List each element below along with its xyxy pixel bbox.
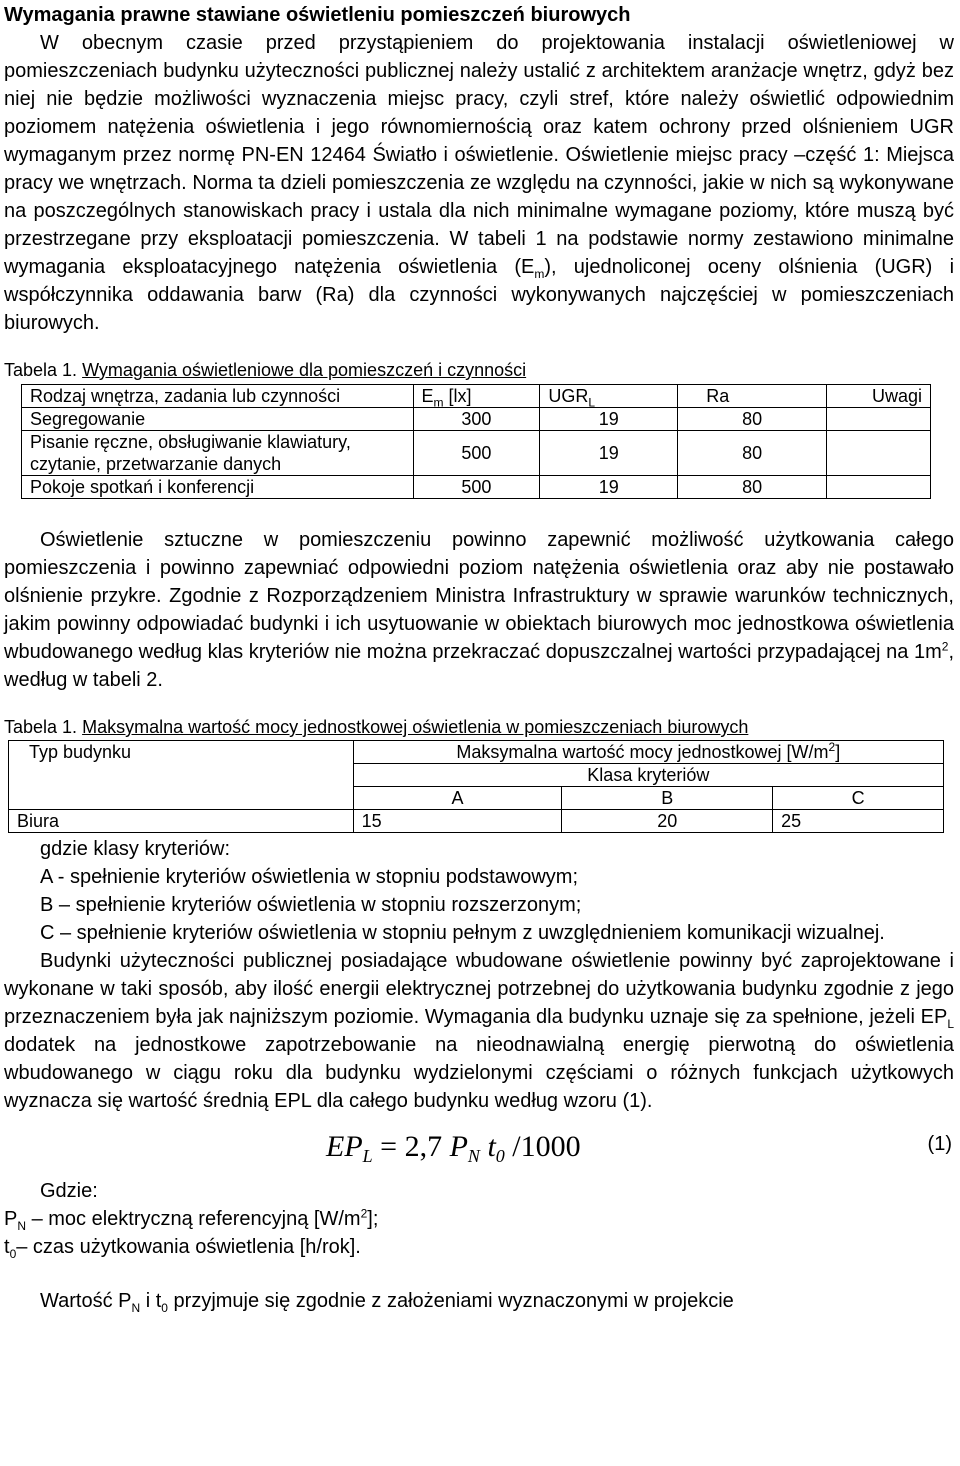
row-label: Biura	[9, 810, 354, 833]
energy-text-a: Budynki użyteczności publicznej posiadające wbudowane oświetlenie powinny być zaprojektowane i wykonane w taki sposób, aby ilość energii elektrycznej potrzebnej do użytkowania budynku zgodnie z jego przeznaczeniem była jak najniższym poziomie. Wymagania dla budynku uznaje się za spełnione, jeżeli EP	[4, 950, 954, 1028]
class-a-header: A	[353, 787, 562, 810]
table-row	[9, 810, 944, 833]
formula-t-sub: 0	[495, 1146, 505, 1166]
row-em: 500	[413, 476, 540, 499]
header-ra: Ra	[678, 385, 827, 408]
header-em-sub: m	[433, 395, 444, 410]
equation-number: (1)	[927, 1133, 952, 1155]
row-ra: 80	[678, 431, 827, 476]
criteria-list	[4, 835, 954, 947]
definition-pn	[4, 1205, 954, 1233]
energy-subscript: L	[947, 1017, 954, 1031]
value-class-c: 25	[773, 810, 944, 833]
t0-sub: 0	[9, 1247, 17, 1261]
power-limit-table	[8, 740, 944, 833]
lighting-paragraph	[4, 526, 954, 694]
table2-class-row	[9, 764, 944, 787]
lighting-text-b: , według w tabeli 2.	[4, 641, 954, 691]
table2-caption-prefix: Tabela 1.	[4, 717, 78, 737]
row-name: Segregowanie	[22, 408, 414, 431]
intro-text-b: ), ujednoliconej oceny olśnienia (UGR) i współczynnika oddawania barw (Ra) dla czynności wykonywanych najczęściej w pomieszczeniach biurowych.	[4, 256, 955, 334]
document-page	[4, 0, 954, 1315]
criteria-intro: gdzie klasy kryteriów:	[40, 838, 231, 860]
row-ugr: 19	[540, 476, 678, 499]
lighting-requirements-table	[21, 384, 931, 499]
empty-cell	[9, 764, 354, 787]
formula-divisor: /1000	[504, 1130, 581, 1163]
formula-ep-sub: L	[362, 1146, 373, 1166]
row-ugr: 19	[540, 431, 678, 476]
header-em-label: E	[421, 386, 434, 406]
table1-caption-text: Wymagania oświetleniowe dla pomieszczeń i czynności	[82, 360, 527, 380]
energy-text-b: dodatek na jednostkowe zapotrzebowanie na nieodnawialną energię pierwotną do oświetlenia wbudowanego w ciągu roku dla budynku wydzielonymi częściami o różnych funkcjach użytkowych wyznacza się wartość średnią EPL dla całego budynku według wzoru (1).	[4, 1034, 954, 1112]
t0-symbol: t	[4, 1236, 10, 1258]
formula-epl	[326, 1127, 581, 1176]
row-em: 300	[413, 408, 540, 431]
header-em	[413, 385, 540, 408]
row-name: Pokoje spotkań i konferencji	[22, 476, 414, 499]
closing-sub-1: N	[131, 1301, 141, 1315]
lighting-superscript: 2	[941, 639, 949, 654]
closing-sub-2: 0	[161, 1301, 168, 1315]
table2-class-letters-row	[9, 787, 944, 810]
row-ra: 80	[678, 476, 827, 499]
table1-header-row	[22, 385, 931, 408]
header-ugr-sub: L	[588, 395, 596, 410]
header-building-type: Typ budynku	[9, 741, 354, 764]
pn-text: – moc elektryczną referencyjną [W/m	[26, 1208, 361, 1230]
header-type: Rodzaj wnętrza, zadania lub czynności	[22, 385, 414, 408]
criteria-c: C – spełnienie kryteriów oświetlenia w stopniu pełnym z uwzględnieniem komunikacji wizualnej.	[40, 922, 885, 944]
row-notes	[827, 408, 931, 431]
header-max-power-sup: 2	[828, 740, 836, 754]
energy-paragraph	[4, 947, 954, 1115]
header-max-power-label: Maksymalna wartość mocy jednostkowej [W/m	[456, 742, 829, 762]
row-ugr: 19	[540, 408, 678, 431]
header-max-power	[353, 741, 943, 764]
header-em-unit: [lx]	[443, 386, 472, 406]
table1-caption-prefix: Tabela 1.	[4, 360, 78, 380]
formula-t: t	[487, 1130, 496, 1163]
row-em: 500	[413, 431, 540, 476]
pn-end: ];	[367, 1208, 379, 1230]
row-notes	[827, 431, 931, 476]
pn-symbol: P	[4, 1208, 18, 1230]
table1-caption	[4, 359, 954, 381]
table-row	[22, 476, 931, 499]
header-ugr	[540, 385, 678, 408]
row-ra: 80	[678, 408, 827, 431]
t0-text: – czas użytkowania oświetlenia [h/rok].	[16, 1236, 361, 1258]
definition-t0	[4, 1233, 954, 1261]
row-name	[22, 431, 414, 476]
class-c-header: C	[773, 787, 944, 810]
table2-caption-text: Maksymalna wartość mocy jednostkowej oświetlenia w pomieszczeniach biurowych	[82, 717, 749, 737]
criteria-b: B – spełnienie kryteriów oświetlenia w stopniu rozszerzonym;	[40, 894, 582, 916]
closing-text-a: Wartość P	[40, 1290, 132, 1312]
where-intro: Gdzie:	[40, 1180, 98, 1202]
header-ugr-label: UGR	[548, 386, 589, 406]
row-name-line2: czytanie, przetwarzanie danych	[30, 454, 282, 474]
section-heading: Wymagania prawne stawiane oświetleniu pomieszczeń biurowych	[4, 4, 631, 26]
table2-header-row	[9, 741, 944, 764]
intro-paragraph	[4, 29, 954, 337]
closing-paragraph	[4, 1287, 954, 1315]
formula-row	[4, 1121, 954, 1177]
formula-p-sub: N	[467, 1146, 480, 1166]
header-notes: Uwagi	[827, 385, 931, 408]
intro-text-a: W obecnym czasie przed przystąpieniem do projektowania instalacji oświetleniowej w pomieszczeniach budynku użyteczności publicznej należy ustalić z architektem aranżacje wnętrz, gdyż bez niej nie będzie możliwości wyznaczenia miejsc pracy, czyli stref, które należy oświetlić odpowiednim poziomem natężenia oświetlenia i jego równomiernością oraz katem ochrony przed olśnieniem UGR wymaganym przez normę PN-EN 12464 Światło i oświetlenie. Oświetlenie miejsc pracy –część 1: Miejsca pracy we wnętrzach. Norma ta dzieli pomieszczenia ze względu na czynności, jakie w nich są wykonywane na poszczególnych stanowiskach pracy i ustala dla nich minimalne wymagane poziomy, które muszą być przestrzegane przy eksploatacji pomieszczenia. W tabeli 1 na podstawie normy zestawiono minimalne wymagania eksploatacyjnego natężenia oświetlenia (E	[4, 32, 954, 278]
intro-subscript: m	[534, 267, 545, 281]
formula-p: P	[449, 1130, 468, 1163]
formula-ep: EP	[326, 1130, 363, 1163]
row-name-line1: Pisanie ręczne, obsługiwanie klawiatury,	[30, 432, 351, 452]
class-b-header: B	[562, 787, 773, 810]
table-row	[22, 431, 931, 476]
closing-text-b: i t	[140, 1290, 162, 1312]
pn-sup: 2	[360, 1206, 368, 1221]
row-notes	[827, 476, 931, 499]
header-max-power-end: ]	[835, 742, 841, 762]
pn-sub: N	[17, 1219, 27, 1233]
formula-equals: = 2,7	[372, 1130, 450, 1163]
table2-caption	[4, 716, 954, 738]
empty-cell	[9, 787, 354, 810]
table-row	[22, 408, 931, 431]
value-class-a: 15	[353, 810, 562, 833]
lighting-text-a: Oświetlenie sztuczne w pomieszczeniu powinno zapewnić możliwość użytkowania całego pomieszczenia i powinno zapewniać odpowiedni poziom natężenia oświetlenia oraz aby nie postawało olśnienie przykre. Zgodnie z Rozporządzeniem Ministra Infrastruktury w sprawie warunków technicznych, jakim powinny odpowiadać budynki i ich usytuowanie w obiektach biurowych moc jednostkowa oświetlenia wbudowanego według klas kryteriów nie można przekraczać dopuszczalnej wartości przypadającej na 1m	[4, 529, 954, 663]
closing-text-c: przyjmuje się zgodnie z założeniami wyznaczonymi w projekcie	[167, 1290, 734, 1312]
value-class-b: 20	[562, 810, 773, 833]
header-criteria-class: Klasa kryteriów	[353, 764, 943, 787]
definitions-list	[4, 1177, 954, 1261]
criteria-a: A - spełnienie kryteriów oświetlenia w stopniu podstawowym;	[40, 866, 579, 888]
